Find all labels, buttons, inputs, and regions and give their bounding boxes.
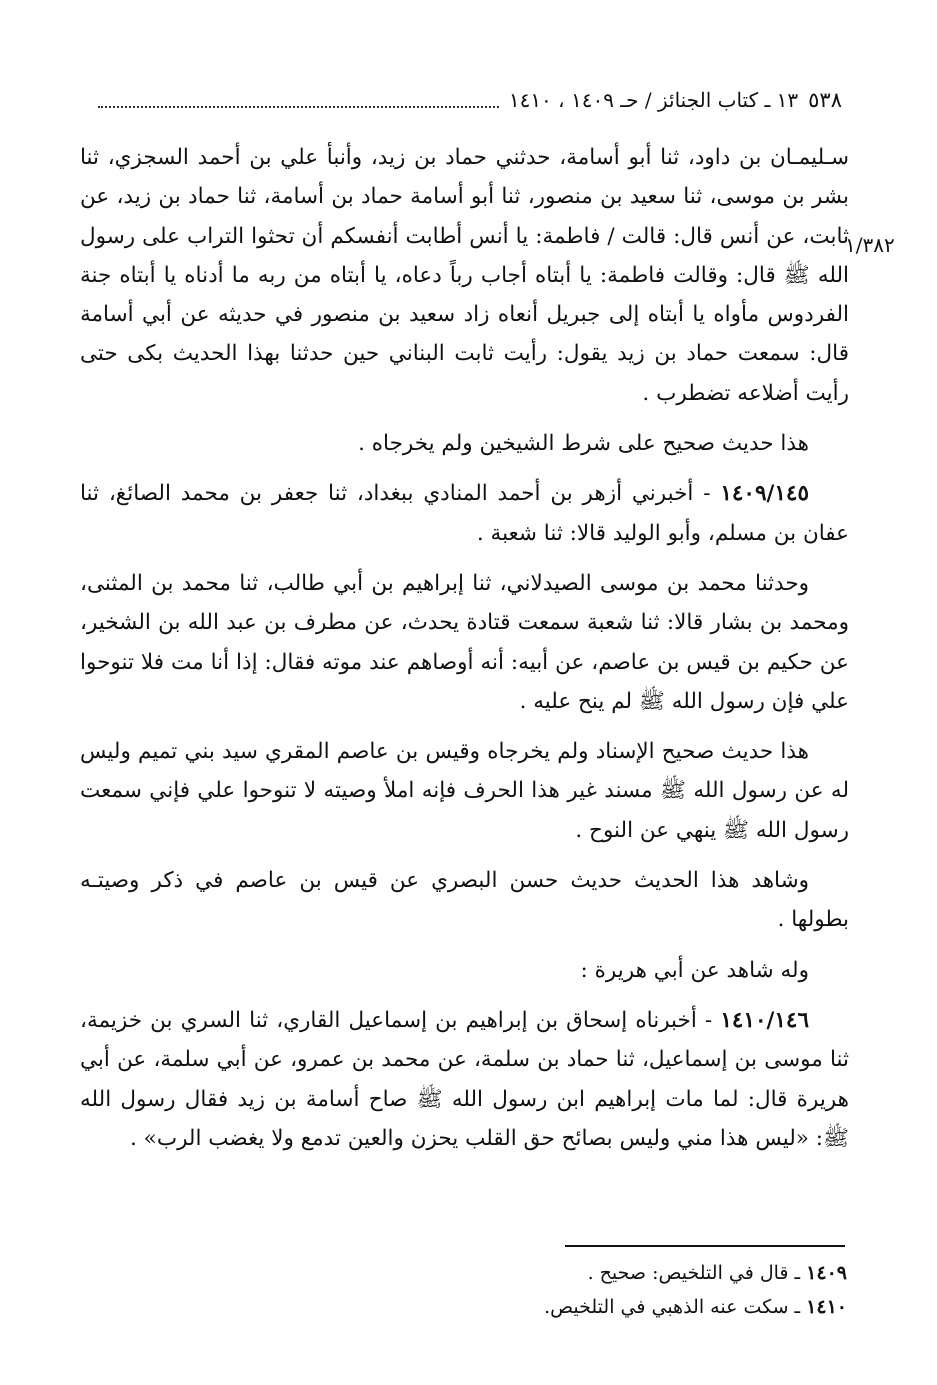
hadith-number: ١٤٠٩/١٤٥ — [720, 481, 809, 507]
hadith-number: ١٤١٠/١٤٦ — [720, 1007, 809, 1033]
footnote-separator — [565, 1245, 845, 1247]
footnote-number: ١٤١٠ — [806, 1296, 847, 1318]
footnote — [300, 1256, 847, 1290]
hadith-1410 — [80, 1001, 849, 1158]
footnotes — [300, 1256, 847, 1324]
hadith-text: - أخبرني أزهر بن أحمد المنادي ببغداد، ثنا جعفر بن محمد الصائغ، ثنا عفان بن مسلم، وأبو الوليد قالا: ثنا شعبة . — [80, 481, 849, 546]
page-number: ٥٣٨ — [808, 88, 842, 112]
paragraph-grading-qays: هذا حديث صحيح الإسناد ولم يخرجاه وقيس بن عاصم المقري سيد بني تميم وليس له عن رسول الله ﷺ مسند غير هذا الحرف فإنه املأ وصيته لا تنوحوا علي فإني سمعت رسول الله ﷺ ينهي عن النوح . — [80, 739, 849, 843]
paragraph-grading: هذا حديث صحيح على شرط الشيخين ولم يخرجاه . — [358, 431, 809, 457]
footnote — [300, 1290, 847, 1324]
page-header — [88, 82, 842, 118]
header-dot-leader — [98, 92, 499, 108]
footnote-text: ـ سكت عنه الذهبي في التلخيص. — [544, 1296, 807, 1318]
hadith-text: - أخبرناه إسحاق بن إبراهيم بن إسماعيل القاري، ثنا السري بن خزيمة، ثنا موسى بن إسماعيل، ثنا حماد بن سلمة، عن محمد بن عمرو، عن أبي سلمة، عن أبي هريرة قال: لما مات إبراهيم ابن رسول الله ﷺ صاح أسامة بن زيد فقال رسول الله ﷺ: «ليس هذا مني وليس بصائح حق القلب يحزن والعين تدمع ولا يغضب الرب» . — [80, 1007, 849, 1151]
footnote-text: ـ قال في التلخيص: صحيح . — [587, 1262, 807, 1284]
hadith-1409 — [80, 474, 849, 553]
paragraph-witness: وشاهد هذا الحديث حديث حسن البصري عن قيس بن عاصم في ذكر وصيتـه بطولها . — [80, 868, 849, 933]
margin-reference: ١/٣٨٢ — [845, 233, 895, 257]
footnote-number: ١٤٠٩ — [806, 1262, 847, 1284]
paragraph-witness-abu-hurayra: وله شاهد عن أبي هريرة : — [580, 957, 809, 983]
paragraph-second-chain: وحدثنا محمد بن موسى الصيدلاني، ثنا إبراهيم بن أبي طالب، ثنا محمد بن المثنى، ومحمد بن بشار قالا: ثنا شعبة سمعت قتادة يحدث، عن مطرف بن عبد الله بن الشخير، عن حكيم بن قيس بن عاصم، عن أبيه: أنه أوصاهم عند موته فقال: إذا أنا مت فلا تنوحوا علي فإن رسول الله ﷺ لم ينح عليه . — [80, 570, 849, 714]
running-title: ١٣ ـ كتاب الجنائز / حـ ١٤٠٩ ، ١٤١٠ — [508, 88, 799, 112]
main-text — [80, 138, 849, 1158]
paragraph-isnad-continuation: سـليمـان بن داود، ثنا أبو أسامة، حدثني حماد بن زيد، وأنبأ علي بن أحمد السجزي، ثنا بشر بن موسى، ثنا سعيد بن منصور، ثنا أبو أسامة حماد بن أسامة، ثنا حماد بن زيد، عن ثابت، عن أنس قال: قالت / فاطمة: يا أنس أطابت أنفسكم أن تحثوا التراب على رسول الله ﷺ قال: وقالت فاطمة: يا أبتاه أجاب رباً دعاه، يا أبتاه من ربه ما أدناه يا أبتاه جنة الفردوس مأواه يا أبتاه إلى جبريل أنعاه زاد سعيد بن منصور في حديثه عن أبي أسامة قال: سمعت حماد بن زيد يقول: رأيت ثابت البناني حين حدثنا بهذا الحديث بكى حتى رأيت أضلاعه تضطرب . — [80, 145, 849, 406]
